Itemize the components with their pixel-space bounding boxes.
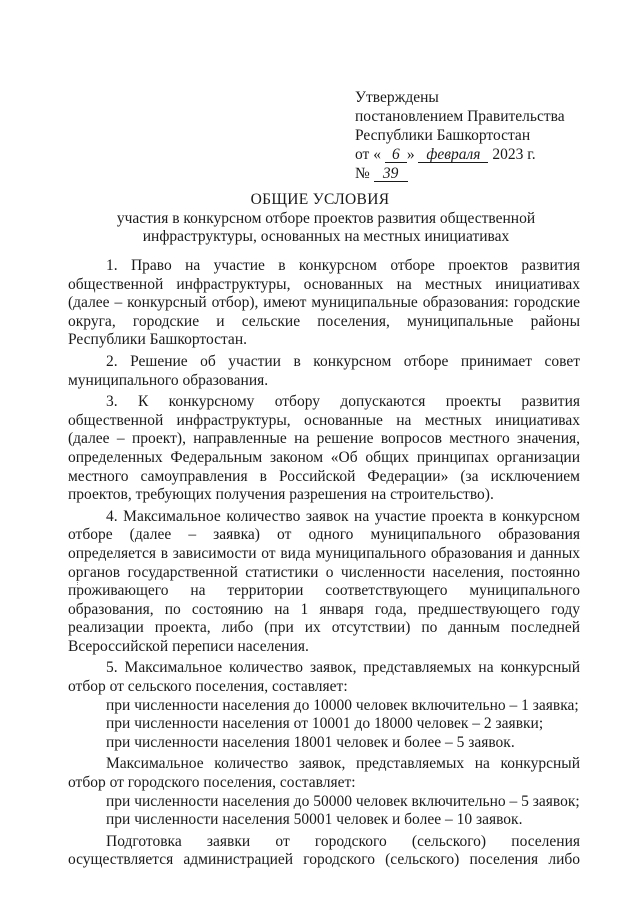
approval-number	[355, 164, 625, 183]
text-line: при численности населения 18001 человек и более – 5 заявок.	[106, 733, 515, 751]
text-line: 3. К конкурсному отбору допускаются проекты развития	[106, 393, 580, 411]
text-line: проживающего на территории соответствующего муниципального	[68, 582, 580, 600]
text-line: 1. Право на участие в конкурсном отборе проектов развития	[106, 257, 580, 274]
text-line: отбор от городского поселения, составляет:	[68, 774, 356, 792]
text-line: при численности населения 50001 человек и более – 10 заявок.	[106, 811, 523, 829]
text-line: при численности населения от 10001 до 18000 человек – 2 заявки;	[106, 715, 544, 733]
text-line: округа, городские и сельские поселения, муниципальные районы	[68, 312, 580, 330]
date-year: 2023 г.	[492, 146, 536, 163]
text-line: реализации проекта, либо (при их отсутствии) по данным последней	[68, 619, 580, 637]
text-line: определенных Федеральным законом «Об общих принципах организации	[68, 448, 580, 466]
document-title: ОБЩИЕ УСЛОВИЯ	[250, 191, 390, 208]
subtitle-line: участия в конкурсном отборе проектов развития общественной	[116, 210, 536, 227]
document-subtitle	[70, 210, 582, 246]
number-value: 39	[374, 166, 408, 182]
text-line: Всероссийской переписи населения.	[68, 637, 309, 655]
date-month: февраля	[418, 147, 488, 163]
approval-block	[355, 88, 625, 183]
text-line: (далее – проект), направленные на решение вопросов местного значения,	[68, 430, 580, 448]
subtitle-line: инфраструктуры, основанных на местных инициативах	[142, 228, 510, 245]
number-prefix: №	[355, 165, 370, 182]
text-line: при численности населения до 10000 человек включительно – 1 заявка;	[106, 696, 579, 714]
text-line: (далее – конкурсный отбор), имеют муниципальные образования: городские	[68, 294, 580, 312]
text-line: Максимальное количество заявок, представляемых на конкурсный	[106, 755, 580, 773]
text-line: местного самоуправления в Российской Федерации» (за исключением	[68, 467, 580, 485]
text-line: проектов, требующих получения разрешения на строительство).	[68, 486, 494, 504]
text-line: органов государственной статистики о численности населения, постоянно	[68, 563, 580, 581]
text-line: 4. Максимальное количество заявок на участие проекта в конкурсном	[106, 507, 580, 525]
document-body	[68, 257, 580, 870]
text-line: Республики Башкортостан.	[68, 331, 247, 349]
date-day: 6	[385, 147, 407, 163]
text-line: отборе (далее – заявка) от одного муниципального образования	[68, 526, 580, 544]
date-day-close: »	[406, 146, 415, 163]
text-line: общественной инфраструктуры, основанных на местных инициативах	[68, 275, 580, 293]
text-line: определяется в зависимости от вида муниципального образования и данных	[68, 544, 580, 562]
text-line: при численности населения до 50000 человек включительно – 5 заявок;	[106, 792, 580, 810]
text-line: отбор от сельского поселения, составляет:	[68, 678, 348, 696]
text-line: 2. Решение об участии в конкурсном отборе принимает совет	[106, 352, 580, 370]
date-prefix: от «	[355, 146, 381, 163]
text-line: образования, по состоянию на 1 января года, предшествующего году	[68, 600, 580, 618]
approval-date	[355, 145, 625, 164]
text-line: осуществляется администрацией городского (сельского) поселения либо	[68, 851, 580, 869]
text-line: Подготовка заявки от городского (сельского) поселения	[106, 832, 580, 850]
approval-line-1: Утверждены	[355, 89, 439, 106]
text-line: общественной инфраструктуры, основанные на местных инициативах	[68, 411, 580, 429]
text-line: 5. Максимальное количество заявок, представляемых на конкурсный	[106, 659, 580, 677]
approval-line-3: Республики Башкортостан	[355, 127, 531, 144]
text-line: муниципального образования.	[68, 371, 269, 389]
approval-line-2: постановлением Правительства	[355, 108, 565, 125]
